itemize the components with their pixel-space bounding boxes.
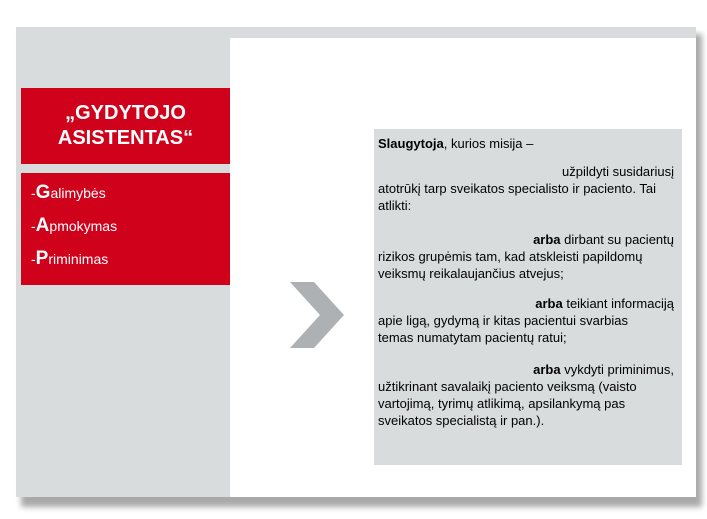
- chevron-right-icon: [286, 280, 346, 350]
- menu-item-apmokymas: -Apmokymas: [31, 215, 118, 236]
- menu-item-priminimas: -Priminimas: [31, 248, 109, 269]
- intro-paragraph: Slaugytoja, kurios misija –: [378, 136, 534, 151]
- slide: [16, 27, 696, 497]
- title-box: [21, 88, 230, 164]
- menu-box: [21, 173, 230, 285]
- paragraph-3: arba teikiant informaciją apie ligą, gydymą ir kitas pacientui svarbias temas numatytam pacientų ratui;: [378, 296, 674, 345]
- menu-item-galimybes: -Galimybės: [31, 182, 106, 203]
- title-line-2: ASISTENTAS“: [57, 127, 194, 149]
- paragraph-1: užpildyti susidariusį atotrūkį tarp sveikatos specialisto ir paciento. Tai atlikti:: [378, 164, 674, 213]
- top-band: [230, 27, 696, 38]
- title-line-1: „GYDYTOJO: [65, 102, 186, 124]
- paragraph-2: arba dirbant su pacientų rizikos grupėmis tam, kad atskleisti papildomų veiksmų reikalaujančius atvejus;: [378, 232, 674, 281]
- paragraph-4: arba vykdyti priminimus, užtikrinant savalaikį paciento veiksmą (vaisto vartojimą, tyrimų atlikimą, apsilankymą pas sveikatos specialistą ir pan.).: [378, 362, 674, 428]
